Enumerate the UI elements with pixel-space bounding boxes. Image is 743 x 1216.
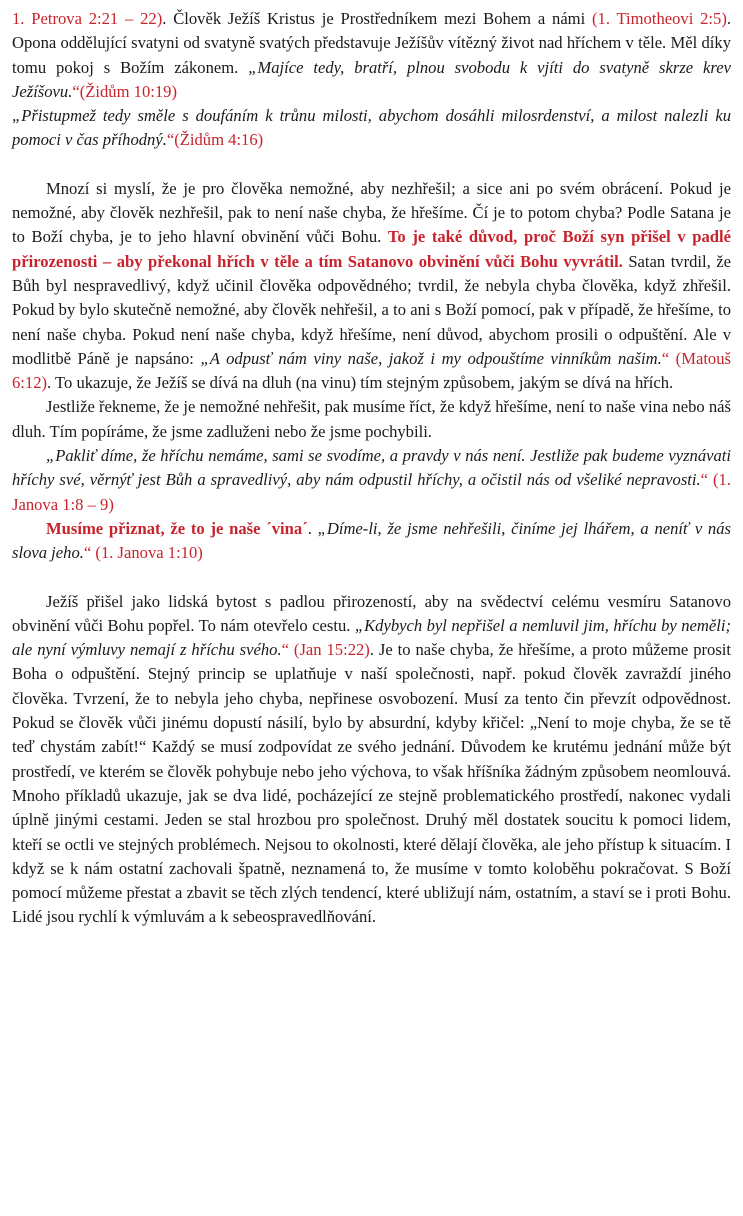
body-text: Mnozí si myslí, že je pro člověka nemožné, aby nezhřešil; a sice ani po svém obrácení. Pokud je nemožné, aby člověk nezhřešil, pak to není naše chyba, že hřešíme. Čí je to potom chyba? Podle Satana je to Boží chyba, je to jeho hlavní obvinění vůči Bohu. xyxy=(12,178,731,247)
scripture-quote: „Kdybych byl nepřišel a nemluvil jim, hříchu by neměli; ale nyní výmluvy nemají z hříchu svého. xyxy=(12,615,731,660)
document-page xyxy=(0,7,743,1216)
body-text: . Opona oddělující svatyni od svatyně svatých představuje Ježíšův vítězný život nad hříchem v těle. Měl díky tomu pokoj s Božím zákonem. xyxy=(12,9,731,77)
scripture-quote: „Pakliť díme, že hříchu nemáme, sami se svodíme, a pravdy v nás není. Jestliže pak budeme vyznávati hříchy své, věrnýť jest Bůh a spravedlivý, aby nám odpustil hříchy, a očistil nás od všeliké nepravosti. xyxy=(12,446,731,490)
body-text: . Je to naše chyba, že hřešíme, a proto můžeme prosit Boha o odpuštění. Stejný princip se uplatňuje v naší společnosti, např. pokud člověk zavraždí jiného člověka. Tvrzení, že to nebyla jeho chyba, nepřinese osvobození. Musí za tento čin převzít odpovědnost. Pokud se člověk vůči jinému dopustí násilí, bylo by absurdní, kdyby křičel: „Není to moje chyba, že se tě teď chystám zabít!“ Každý se musí zodpovídat ze svého jednání. Důvodem ke krutému jednání může být prostředí, ve kterém se člověk pohybuje nebo jeho výchova, to však hříšníka žádným způsobem neomlouvá. Mnoho příkladů ukazuje, jak se dva lidé, pocházející ze stejně problematického prostředí, nakonec vydali úplně jinými cestami. Jeden se stal hrozbou pro společnost. Druhý měl dostatek soucitu k pomoci lidem, kteří se octli ve stejných problémech. Nejsou to okolnosti, které dělají člověka, ale jeho přístup k situacím. I když se k nám ostatní zachovali špatně, neznamená to, že musíme v tomto koloběhu pokračovat. S Boží pomocí můžeme přestat a zbavit se těch zlých tendencí, které ubližují nám, ostatním, a staví se i proti Bohu. Lidé jsou rychlí k výmluvám a k sebeospravedlňování. xyxy=(12,640,731,927)
paragraph xyxy=(12,590,731,930)
paragraph xyxy=(12,395,731,444)
emphasis-text: Musíme přiznat, že to je naše ´vina´ xyxy=(46,518,308,538)
body-text: . xyxy=(307,518,318,538)
scripture-reference: “ (Jan 15:22) xyxy=(281,640,370,660)
scripture-reference: “(Židům 4:16) xyxy=(166,130,264,150)
scripture-reference: “ (Matouš 6:12) xyxy=(12,348,731,393)
scripture-reference: (1. Timotheovi 2:5) xyxy=(592,9,727,28)
body-text: Ježíš přišel jako lidská bytost s padlou přirozeností, aby na svědectví celému vesmíru Satanovo obvinění vůči Bohu popřel. To nám otevřelo cestu. xyxy=(12,591,731,635)
scripture-quote: „Majíce tedy, bratří, plnou svobodu k vjíti do svatyně skrze krev Ježíšovu. xyxy=(12,57,731,101)
paragraph xyxy=(12,517,731,566)
paragraph xyxy=(12,104,731,153)
emphasis-text: To je také důvod, proč Boží syn přišel v padlé přirozenosti – aby překonal hřích v těle a tím Satanovo obvinění vůči Bohu vyvrátil. xyxy=(12,227,731,271)
paragraph xyxy=(12,177,731,396)
body-text: . Člověk Ježíš Kristus je Prostředníkem mezi Bohem a námi xyxy=(162,9,592,28)
body-text: Jestliže řekneme, že je nemožné nehřešit, pak musíme říct, že když hřešíme, není to naše vina nebo náš dluh. Tím popíráme, že jsme zadluženi nebo že jsme pochybili. xyxy=(12,397,731,441)
scripture-reference: 1. Petrova 2:21 – 22) xyxy=(12,9,163,28)
body-text: . To ukazuje, že Ježíš se dívá na dluh (na vinu) tím stejným způsobem, jakým se dívá na hřích. xyxy=(47,373,674,393)
paragraph xyxy=(12,7,731,104)
body-text: Satan tvrdil, že Bůh byl nespravedlivý, když učinil člověka odpovědného; tvrdil, že nebyla chyba člověka, když zhřešil. Pokud by bylo skutečně nemožné, aby člověk nehřešil, a to ani s Boží pomocí, pak v případě, že hřešíme, to není naše chyba. Pokud není naše chyba, když hřešíme, není důvod, abychom prosili o odpuštění. Ale v modlitbě Páně je napsáno: xyxy=(12,251,732,368)
paragraph xyxy=(12,444,731,517)
scripture-quote: „Přistupmež tedy směle s doufáním k trůnu milosti, abychom dosáhli milosrdenství, a milost nalezli ku pomoci v čas příhodný. xyxy=(12,106,731,150)
scripture-reference: “(Židům 10:19) xyxy=(72,81,177,101)
scripture-reference: “ (1. Janova 1:8 – 9) xyxy=(12,470,731,514)
scripture-quote: „A odpusť nám viny naše, jakož i my odpouštíme vinníkům našim. xyxy=(200,348,662,368)
scripture-reference: “ (1. Janova 1:10) xyxy=(83,543,203,563)
scripture-quote: „Díme-li, že jsme nehřešili, činíme jej lhářem, a neníť v nás slova jeho. xyxy=(12,518,731,563)
